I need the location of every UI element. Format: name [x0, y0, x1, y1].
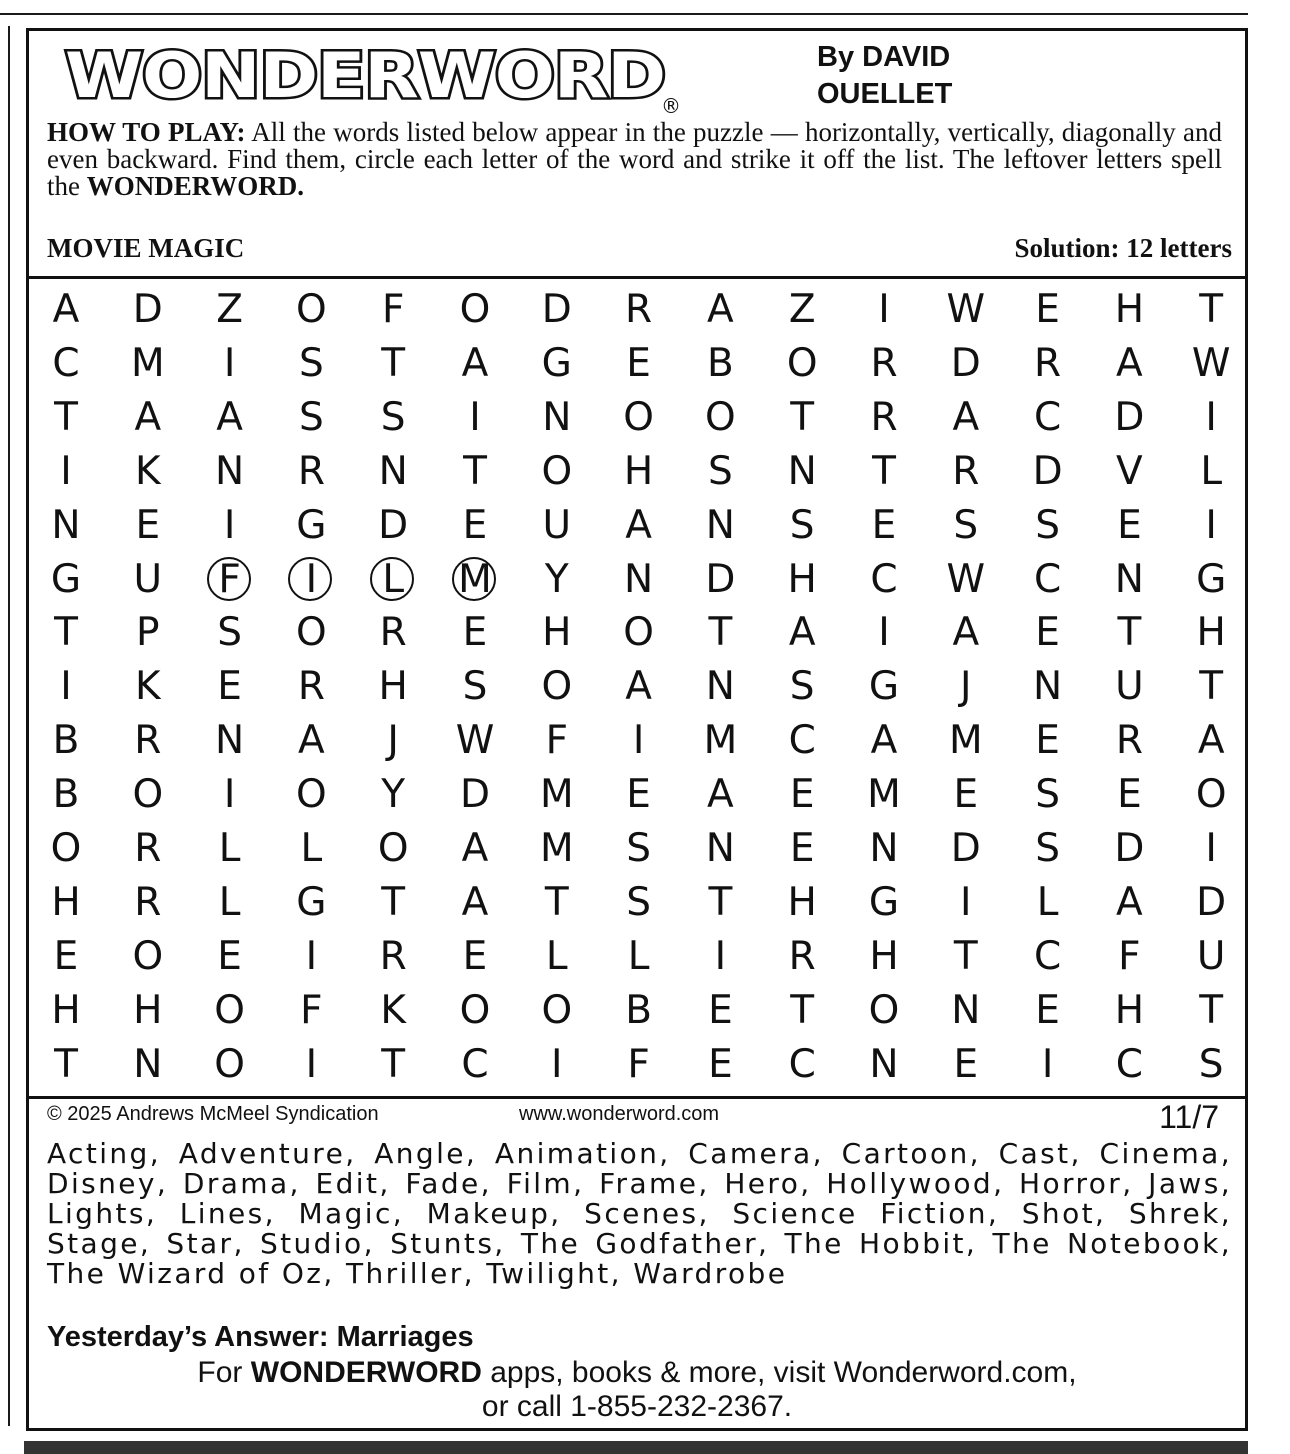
- grid-letter[interactable]: M: [703, 718, 738, 764]
- solution-length: Solution: 12 letters: [1014, 233, 1232, 263]
- promo-prefix: For: [197, 1356, 243, 1389]
- grid-letter[interactable]: N: [705, 502, 735, 548]
- grid-letter[interactable]: A: [625, 664, 652, 710]
- grid-letter[interactable]: E: [462, 610, 488, 656]
- grid-letter[interactable]: T: [463, 448, 487, 494]
- grid-letter[interactable]: F: [627, 1041, 650, 1087]
- grid-letter[interactable]: G: [296, 502, 327, 548]
- grid-letter[interactable]: F: [1118, 933, 1141, 979]
- byline: [817, 39, 952, 113]
- grid-letter[interactable]: L: [218, 879, 241, 925]
- grid-letter[interactable]: S: [1035, 772, 1060, 818]
- promo-line-2: or call 1-855-232-2367.: [481, 1390, 793, 1423]
- registered-mark: ®: [661, 94, 681, 117]
- grid-letter[interactable]: C: [1033, 556, 1062, 602]
- grid-letter[interactable]: E: [708, 987, 733, 1033]
- grid-letter[interactable]: E: [871, 502, 897, 548]
- grid-letter[interactable]: B: [52, 772, 80, 818]
- grid-letter[interactable]: S: [953, 502, 979, 548]
- promo-line-1-rest: apps, books & more, visit Wonderword.com,: [490, 1356, 1077, 1389]
- grid-letter[interactable]: L: [300, 826, 323, 871]
- grid-letter[interactable]: I: [276, 556, 346, 604]
- divider-bottom: [29, 1096, 1245, 1099]
- grid-letter[interactable]: E: [217, 933, 242, 979]
- grid-letter[interactable]: A: [1116, 879, 1143, 925]
- grid-letter[interactable]: I: [878, 287, 890, 332]
- grid-letter[interactable]: O: [541, 664, 573, 710]
- grid-letter[interactable]: N: [378, 448, 408, 494]
- grid-letter[interactable]: E: [1035, 718, 1060, 764]
- grid-letter[interactable]: M: [130, 340, 165, 386]
- how-to-play-label: HOW TO PLAY:: [47, 117, 246, 147]
- logo-text: WONDERWORD: [65, 41, 665, 112]
- grid-letter[interactable]: Y: [544, 556, 569, 602]
- copyright: © 2025 Andrews McMeel Syndication: [47, 1103, 379, 1125]
- grid-letter[interactable]: B: [625, 987, 652, 1033]
- grid-letter[interactable]: O: [705, 394, 736, 440]
- grid-letter[interactable]: N: [1114, 556, 1144, 602]
- grid-letter[interactable]: G: [868, 879, 900, 925]
- yesterday-answer: Yesterday’s Answer: Marriages: [47, 1321, 474, 1353]
- grid-letter[interactable]: O: [459, 987, 491, 1033]
- grid-letter[interactable]: E: [708, 1041, 733, 1087]
- grid-letter[interactable]: D: [541, 287, 572, 332]
- grid-letter[interactable]: N: [542, 394, 572, 440]
- grid-letter[interactable]: D: [950, 340, 981, 386]
- grid-letter[interactable]: N: [133, 1041, 163, 1087]
- grid-letter[interactable]: H: [1196, 610, 1226, 656]
- grid-letter[interactable]: H: [51, 879, 81, 925]
- grid-letter[interactable]: G: [1196, 556, 1227, 602]
- grid-letter[interactable]: I: [1205, 394, 1217, 440]
- grid-letter[interactable]: F: [300, 987, 323, 1033]
- grid-letter[interactable]: N: [705, 826, 735, 871]
- grid-letter[interactable]: E: [789, 772, 815, 818]
- grid-letter[interactable]: U: [542, 502, 572, 548]
- grid-letter[interactable]: S: [708, 448, 733, 494]
- grid-letter[interactable]: N: [215, 718, 245, 764]
- grid-letter[interactable]: H: [869, 933, 899, 979]
- grid-letter[interactable]: E: [953, 772, 979, 818]
- grid-letter[interactable]: S: [462, 664, 488, 710]
- grid-letter[interactable]: I: [551, 1041, 563, 1087]
- grid-letter[interactable]: E: [1035, 987, 1060, 1033]
- grid-letter[interactable]: C: [461, 1041, 489, 1087]
- grid-letter[interactable]: I: [1205, 502, 1217, 548]
- grid-letter[interactable]: H: [787, 879, 817, 925]
- grid-letter[interactable]: O: [296, 772, 327, 818]
- grid-letter[interactable]: T: [544, 879, 569, 925]
- grid-letter[interactable]: G: [868, 664, 900, 710]
- grid-letter[interactable]: H: [1114, 287, 1145, 332]
- byline-line-2: OUELLET: [817, 78, 953, 110]
- grid-letter[interactable]: D: [1114, 394, 1145, 440]
- grid-letter[interactable]: R: [625, 287, 653, 332]
- grid-letter[interactable]: E: [462, 502, 488, 548]
- grid-letter[interactable]: E: [1117, 502, 1142, 548]
- grid-letter[interactable]: N: [1033, 664, 1063, 710]
- grid-letter[interactable]: O: [541, 987, 573, 1033]
- grid-letter[interactable]: O: [623, 610, 654, 656]
- bottom-bar: [24, 1441, 1248, 1454]
- promo-brand: WONDERWORD: [250, 1356, 482, 1389]
- how-to-play: [47, 119, 1222, 200]
- grid-letter[interactable]: L: [545, 933, 568, 979]
- grid-letter[interactable]: O: [214, 987, 245, 1033]
- grid-letter[interactable]: R: [297, 664, 325, 710]
- grid-letter[interactable]: H: [542, 610, 572, 656]
- grid-letter[interactable]: R: [1034, 340, 1062, 386]
- wonderword-logo: [61, 41, 701, 117]
- grid-letter[interactable]: C: [1033, 394, 1062, 440]
- grid-letter[interactable]: O: [459, 287, 491, 332]
- grid-letter[interactable]: R: [870, 340, 898, 386]
- word-list: Acting, Adventure, Angle, Animation, Camera, Cartoon, Cast, Cinema, Disney, Drama, Edit, Fade, Film, Frame, Hero, Hollywood, Horror, Jaws, Lights, Lines, Magic, Makeup, Scenes, Science Fiction, Shot, Shrek, Stage, Star, Studio, Stunts, The Godfather, The Hobbit, The Notebook, The Wizard of Oz, Thriller, Twilight, Wardrobe: [47, 1137, 1232, 1290]
- grid-letter[interactable]: Z: [788, 287, 816, 332]
- grid-letter[interactable]: N: [624, 556, 654, 602]
- grid-letter[interactable]: D: [132, 287, 163, 332]
- grid-letter[interactable]: W: [1191, 340, 1231, 386]
- grid-letter[interactable]: E: [626, 340, 651, 386]
- grid-letter[interactable]: D: [950, 826, 981, 871]
- grid-letter[interactable]: N: [215, 448, 245, 494]
- grid-letter[interactable]: R: [952, 448, 980, 494]
- grid-letter[interactable]: O: [623, 394, 654, 440]
- grid-letter[interactable]: V: [1116, 448, 1143, 494]
- grid-letter[interactable]: I: [1205, 826, 1217, 871]
- grid-letter[interactable]: O: [1195, 772, 1227, 818]
- grid-letter[interactable]: S: [217, 610, 242, 656]
- grid-letter[interactable]: T: [1199, 664, 1224, 710]
- grid-letter[interactable]: O: [132, 933, 164, 979]
- grid-letter[interactable]: W: [946, 287, 986, 332]
- grid-letter[interactable]: H: [378, 664, 408, 710]
- grid-letter[interactable]: H: [51, 987, 81, 1033]
- puzzle-date: 11/7: [1159, 1099, 1219, 1135]
- grid-letter[interactable]: I: [469, 394, 481, 440]
- grid-letter[interactable]: K: [380, 987, 406, 1033]
- grid-letter[interactable]: E: [1035, 610, 1060, 656]
- grid-letter[interactable]: H: [133, 987, 163, 1033]
- grid-letter[interactable]: D: [1196, 879, 1227, 925]
- grid-letter[interactable]: I: [960, 879, 972, 925]
- grid-letter[interactable]: K: [135, 448, 161, 494]
- grid-letter[interactable]: Y: [381, 772, 406, 818]
- puzzle-title: MOVIE MAGIC: [47, 233, 245, 263]
- grid-letter[interactable]: G: [296, 879, 327, 925]
- grid-letter[interactable]: B: [707, 340, 734, 386]
- promo: [29, 1356, 1245, 1424]
- grid-letter[interactable]: S: [380, 394, 406, 440]
- grid-letter[interactable]: T: [54, 610, 78, 656]
- grid-letter[interactable]: L: [218, 826, 241, 871]
- grid-letter[interactable]: M: [539, 772, 574, 818]
- grid-letter[interactable]: T: [953, 933, 978, 979]
- grid-letter[interactable]: O: [541, 448, 573, 494]
- grid-letter[interactable]: F: [545, 718, 569, 764]
- grid-letter[interactable]: T: [708, 610, 733, 656]
- grid-letter[interactable]: O: [377, 826, 409, 871]
- grid-letter[interactable]: E: [462, 933, 488, 979]
- grid-letter[interactable]: L: [1036, 879, 1059, 925]
- grid-letter[interactable]: C: [1115, 1041, 1143, 1087]
- promo-line-1: [29, 1356, 1245, 1390]
- grid-letter[interactable]: S: [1198, 1041, 1224, 1087]
- grid-letter[interactable]: R: [379, 933, 407, 979]
- grid-letter[interactable]: D: [1032, 448, 1063, 494]
- grid-letter[interactable]: E: [1117, 772, 1142, 818]
- grid-letter[interactable]: M: [867, 772, 901, 818]
- grid-letter[interactable]: O: [214, 1041, 245, 1087]
- grid-letter[interactable]: I: [223, 772, 236, 818]
- grid-letter[interactable]: A: [216, 394, 243, 440]
- how-to-play-end-word: WONDERWORD.: [86, 171, 305, 201]
- grid-letter[interactable]: I: [305, 1041, 318, 1087]
- puzzle-frame: [26, 28, 1248, 1431]
- grid-letter[interactable]: A: [1116, 340, 1143, 386]
- grid-letter[interactable]: R: [788, 933, 816, 979]
- grid-letter[interactable]: F: [381, 287, 405, 332]
- grid-letter[interactable]: A: [625, 502, 652, 548]
- grid-letter[interactable]: R: [870, 394, 898, 440]
- grid-letter[interactable]: E: [53, 933, 79, 979]
- title-row: [47, 233, 1232, 267]
- grid-letter[interactable]: A: [52, 287, 80, 332]
- grid-letter[interactable]: T: [708, 879, 733, 925]
- grid-letter[interactable]: R: [1115, 718, 1143, 764]
- grid-letter[interactable]: T: [1117, 610, 1142, 656]
- grid-letter[interactable]: D: [378, 502, 409, 548]
- grid-letter[interactable]: M: [440, 556, 510, 604]
- grid-letter[interactable]: I: [60, 448, 72, 494]
- grid-letter[interactable]: L: [1200, 448, 1223, 494]
- grid-letter[interactable]: T: [381, 1041, 406, 1087]
- grid-letter[interactable]: F: [195, 556, 265, 604]
- how-to-play-text: All the words listed below appear in the puzzle — horizontally, vertically, diagonally and even backward. Find them, circle each letter of the word and strike it off the list. The leftover letters spell the: [47, 117, 1222, 201]
- grid-letter[interactable]: D: [705, 556, 736, 602]
- grid-letter[interactable]: G: [541, 340, 572, 386]
- grid-letter[interactable]: R: [134, 879, 162, 925]
- grid-letter[interactable]: U: [1196, 933, 1226, 979]
- grid-letter[interactable]: I: [1041, 1041, 1054, 1087]
- grid-letter[interactable]: A: [870, 718, 898, 764]
- grid-letter[interactable]: A: [461, 826, 489, 871]
- byline-line-1: By DAVID: [817, 41, 951, 73]
- grid-letter[interactable]: N: [951, 987, 981, 1033]
- grid-letter[interactable]: A: [461, 879, 489, 925]
- grid-letter[interactable]: N: [869, 1041, 899, 1087]
- grid-letter[interactable]: H: [1114, 987, 1145, 1033]
- grid-letter[interactable]: A: [952, 610, 980, 656]
- grid-letter[interactable]: E: [217, 664, 242, 710]
- grid-letter[interactable]: I: [305, 933, 318, 979]
- grid-letter[interactable]: D: [459, 772, 491, 818]
- grid-letter[interactable]: J: [387, 718, 399, 764]
- grid-letter[interactable]: O: [296, 610, 327, 656]
- grid-letter[interactable]: C: [1033, 933, 1062, 979]
- grid-letter[interactable]: I: [60, 664, 72, 710]
- grid-letter[interactable]: E: [626, 772, 651, 818]
- grid-letter[interactable]: O: [868, 987, 900, 1033]
- grid-letter[interactable]: T: [790, 987, 815, 1033]
- grid-letter[interactable]: A: [134, 394, 162, 440]
- grid-letter[interactable]: O: [50, 826, 82, 871]
- grid-letter[interactable]: E: [953, 1041, 979, 1087]
- grid-letter[interactable]: A: [461, 340, 489, 386]
- grid-letter[interactable]: A: [707, 772, 734, 818]
- grid-letter[interactable]: T: [54, 394, 78, 440]
- grid-letter[interactable]: T: [1199, 287, 1224, 332]
- top-rule: [0, 13, 1248, 15]
- grid-letter[interactable]: C: [52, 340, 80, 386]
- grid-letter[interactable]: A: [1197, 718, 1225, 764]
- grid-letter[interactable]: L: [627, 933, 650, 979]
- grid-letter[interactable]: T: [1199, 987, 1224, 1033]
- grid-letter[interactable]: S: [626, 826, 651, 871]
- grid-letter[interactable]: S: [299, 394, 324, 440]
- grid-letter[interactable]: S: [626, 879, 651, 925]
- grid-letter[interactable]: D: [1114, 826, 1145, 871]
- grid-letter[interactable]: O: [296, 287, 327, 332]
- grid-letter[interactable]: W: [946, 556, 986, 602]
- grid-letter[interactable]: N: [705, 664, 735, 710]
- grid-letter[interactable]: N: [869, 826, 899, 871]
- grid-letter[interactable]: C: [870, 556, 898, 602]
- grid-letter[interactable]: H: [787, 556, 817, 602]
- grid-letter[interactable]: R: [134, 826, 162, 871]
- grid-letter[interactable]: R: [297, 448, 325, 494]
- grid-letter[interactable]: O: [132, 772, 164, 818]
- grid-letter[interactable]: G: [50, 556, 82, 602]
- grid-letter[interactable]: N: [787, 448, 817, 494]
- grid-letter[interactable]: M: [539, 826, 574, 871]
- grid-letter[interactable]: T: [872, 448, 896, 494]
- grid-letter[interactable]: A: [788, 610, 816, 656]
- grid-letter[interactable]: S: [1035, 502, 1060, 548]
- grid-letter[interactable]: K: [135, 664, 161, 710]
- website-link[interactable]: www.wonderword.com: [519, 1103, 720, 1125]
- grid-letter[interactable]: A: [952, 394, 980, 440]
- letter-grid[interactable]: [29, 279, 1245, 1096]
- grid-letter[interactable]: E: [135, 502, 161, 548]
- grid-letter[interactable]: S: [1035, 826, 1060, 871]
- grid-letter[interactable]: C: [788, 1041, 816, 1087]
- grid-letter[interactable]: I: [223, 502, 236, 548]
- grid-letter[interactable]: R: [379, 610, 407, 656]
- grid-letter[interactable]: S: [789, 502, 815, 548]
- grid-letter[interactable]: S: [299, 340, 324, 386]
- grid-letter[interactable]: J: [960, 664, 972, 710]
- grid-letter[interactable]: U: [1115, 664, 1144, 710]
- left-rule: [8, 26, 10, 1426]
- grid-letter[interactable]: E: [789, 826, 815, 871]
- grid-letter[interactable]: N: [51, 502, 81, 548]
- grid-letter[interactable]: Z: [216, 287, 243, 332]
- grid-letter[interactable]: C: [788, 718, 816, 764]
- grid-letter[interactable]: B: [52, 718, 80, 764]
- grid-letter[interactable]: A: [298, 718, 325, 764]
- grid-letter[interactable]: I: [632, 718, 645, 764]
- grid-letter[interactable]: T: [54, 1041, 78, 1087]
- grid-letter[interactable]: R: [134, 718, 162, 764]
- grid-letter[interactable]: I: [878, 610, 890, 656]
- grid-letter[interactable]: W: [455, 718, 495, 764]
- grid-letter[interactable]: A: [707, 287, 734, 332]
- grid-letter[interactable]: P: [136, 610, 160, 656]
- grid-letter[interactable]: T: [381, 340, 406, 386]
- grid-letter[interactable]: M: [948, 718, 983, 764]
- grid-letter[interactable]: O: [786, 340, 818, 386]
- grid-letter[interactable]: S: [789, 664, 815, 710]
- grid-letter[interactable]: H: [623, 448, 654, 494]
- grid-letter[interactable]: U: [133, 556, 163, 602]
- grid-letter[interactable]: T: [381, 879, 406, 925]
- grid-letter[interactable]: E: [1035, 287, 1060, 332]
- grid-letter[interactable]: I: [714, 933, 727, 979]
- grid-letter[interactable]: I: [223, 340, 236, 386]
- grid-letter[interactable]: T: [790, 394, 815, 440]
- grid-letter[interactable]: L: [358, 556, 428, 604]
